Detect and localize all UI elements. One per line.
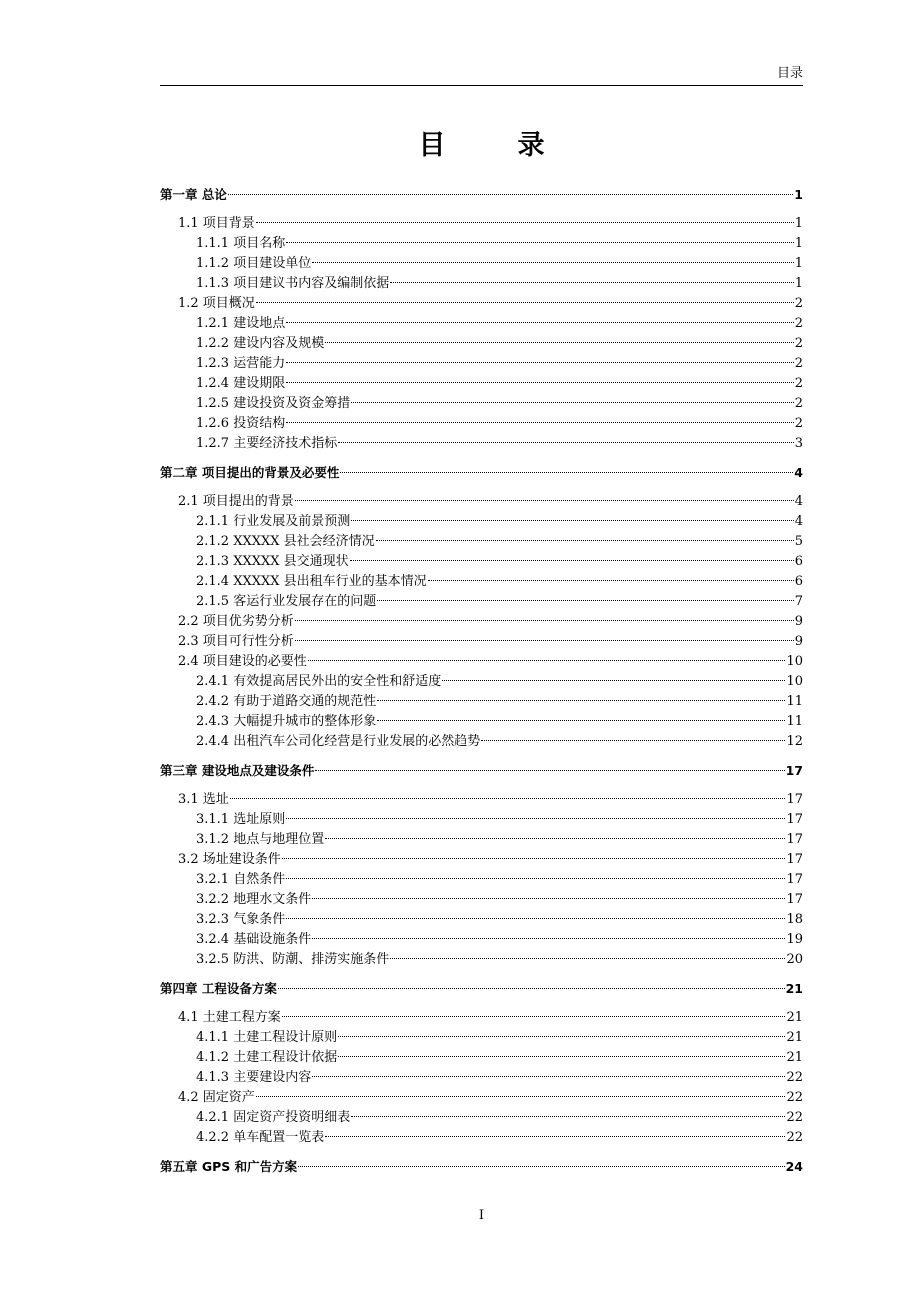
toc-dot-leader: [286, 322, 794, 323]
toc-entry-label: 1.2.7 主要经济技术指标: [196, 436, 338, 451]
toc-entry[interactable]: [160, 890, 803, 910]
toc-entry-label: 2.1 项目提出的背景: [178, 494, 294, 509]
toc-dot-leader: [351, 520, 794, 521]
running-header: 目录: [776, 66, 803, 81]
toc-entry[interactable]: [160, 672, 803, 692]
toc-chapter-entry[interactable]: [160, 185, 803, 205]
toc-entry-label: 2.1.1 行业发展及前景预测: [196, 514, 351, 529]
toc-entry[interactable]: [160, 314, 803, 334]
toc-entry-page: 3: [794, 436, 803, 451]
toc-entry-label: 4.1 土建工程方案: [178, 1010, 281, 1025]
toc-dot-leader: [256, 1096, 786, 1097]
toc-entry-label: 4.1.1 土建工程设计原则: [196, 1030, 338, 1045]
toc-entry-page: 21: [786, 1030, 803, 1045]
toc-dot-leader: [286, 422, 794, 423]
toc-entry-page: 20: [786, 952, 803, 967]
toc-dot-leader: [338, 1056, 785, 1057]
toc-entry-label: 3.2.3 气象条件: [196, 912, 286, 927]
toc-dot-leader: [286, 918, 785, 919]
toc-entry[interactable]: [160, 394, 803, 414]
toc-entry-page: 19: [786, 932, 803, 947]
toc-entry-label: 3.2.5 防洪、防潮、排涝实施条件: [196, 952, 390, 967]
toc-entry[interactable]: [160, 790, 803, 810]
toc-dot-leader: [481, 740, 785, 741]
toc-dot-leader: [442, 680, 785, 681]
toc-entry-page: 21: [786, 1050, 803, 1065]
toc-entry-page: 5: [794, 534, 803, 549]
toc-entry-page: 11: [786, 714, 803, 729]
toc-entry-label: 3.1.2 地点与地理位置: [196, 832, 325, 847]
toc-dot-leader: [256, 222, 794, 223]
toc-entry[interactable]: [160, 1008, 803, 1028]
toc-entry[interactable]: [160, 374, 803, 394]
toc-entry-label: 4.1.2 土建工程设计依据: [196, 1050, 338, 1065]
toc-dot-leader: [325, 838, 785, 839]
toc-entry[interactable]: [160, 354, 803, 374]
title-char-2: 录: [517, 130, 545, 161]
toc-dot-leader: [315, 770, 784, 771]
title-char-1: 目: [418, 130, 446, 161]
toc-entry-label: 4.2 固定资产: [178, 1090, 255, 1105]
toc-dot-leader: [286, 878, 785, 879]
toc-entry-label: 1.1.3 项目建议书内容及编制依据: [196, 276, 390, 291]
toc-dot-leader: [282, 858, 786, 859]
toc-entry[interactable]: [160, 274, 803, 294]
toc-entry-label: 1.1.2 项目建设单位: [196, 256, 312, 271]
toc-entry-page: 18: [786, 912, 803, 927]
toc-entry-label: 第三章 建设地点及建设条件: [160, 763, 315, 778]
toc-entry-label: 3.2.4 基础设施条件: [196, 932, 312, 947]
toc-entry-page: 1: [794, 216, 803, 231]
toc-dot-leader: [376, 540, 794, 541]
toc-entry[interactable]: [160, 1128, 803, 1148]
toc-entry-page: 22: [786, 1110, 803, 1125]
toc-chapter-entry[interactable]: [160, 1157, 803, 1177]
toc-entry-label: 2.4.1 有效提高居民外出的安全性和舒适度: [196, 674, 442, 689]
toc-dot-leader: [286, 382, 794, 383]
toc-dot-leader: [428, 580, 794, 581]
toc-entry-page: 9: [794, 634, 803, 649]
toc-entry-label: 3.1 选址: [178, 792, 229, 807]
toc-dot-leader: [286, 818, 785, 819]
toc-dot-leader: [308, 660, 786, 661]
toc-dot-leader: [230, 798, 786, 799]
toc-entry-label: 2.4.2 有助于道路交通的规范性: [196, 694, 377, 709]
toc-dot-leader: [295, 500, 794, 501]
toc-entry[interactable]: [160, 214, 803, 234]
page-title: [160, 128, 803, 164]
header-rule: [160, 85, 803, 86]
toc-entry-label: 3.2.1 自然条件: [196, 872, 286, 887]
toc-entry-label: 2.4 项目建设的必要性: [178, 654, 307, 669]
table-of-contents: [160, 185, 803, 1186]
toc-dot-leader: [350, 560, 794, 561]
toc-dot-leader: [312, 938, 785, 939]
toc-entry-page: 22: [786, 1070, 803, 1085]
toc-entry-label: 2.2 项目优劣势分析: [178, 614, 294, 629]
toc-entry-page: 21: [786, 1010, 803, 1025]
toc-entry[interactable]: [160, 850, 803, 870]
toc-entry-label: 第二章 项目提出的背景及必要性: [160, 465, 340, 480]
page-number: I: [478, 1208, 485, 1223]
toc-entry[interactable]: [160, 712, 803, 732]
toc-entry[interactable]: [160, 414, 803, 434]
toc-entry[interactable]: [160, 1088, 803, 1108]
toc-entry-page: 2: [794, 376, 803, 391]
toc-entry[interactable]: [160, 830, 803, 850]
toc-entry-page: 10: [786, 674, 803, 689]
toc-entry[interactable]: [160, 732, 803, 752]
toc-entry[interactable]: [160, 334, 803, 354]
toc-dot-leader: [228, 194, 793, 195]
toc-entry[interactable]: [160, 532, 803, 552]
toc-entry-page: 12: [786, 734, 803, 749]
toc-dot-leader: [286, 362, 794, 363]
toc-chapter-entry[interactable]: [160, 463, 803, 483]
toc-dot-leader: [390, 958, 785, 959]
toc-dot-leader: [377, 600, 794, 601]
toc-entry-page: 2: [794, 296, 803, 311]
toc-dot-leader: [278, 988, 785, 989]
toc-entry-label: 1.2.1 建设地点: [196, 316, 286, 331]
toc-entry-page: 2: [794, 356, 803, 371]
toc-entry-page: 17: [786, 872, 803, 887]
toc-entry-label: 1.2 项目概况: [178, 296, 255, 311]
toc-entry[interactable]: [160, 652, 803, 672]
toc-entry-page: 22: [786, 1090, 803, 1105]
toc-entry-label: 1.2.4 建设期限: [196, 376, 286, 391]
toc-entry-label: 3.2 场址建设条件: [178, 852, 281, 867]
toc-entry-page: 21: [785, 981, 803, 996]
toc-entry-label: 2.4.4 出租汽车公司化经营是行业发展的必然趋势: [196, 734, 481, 749]
toc-entry[interactable]: [160, 512, 803, 532]
toc-entry[interactable]: [160, 870, 803, 890]
toc-entry-page: 2: [794, 336, 803, 351]
toc-dot-leader: [351, 1116, 785, 1117]
toc-entry[interactable]: [160, 552, 803, 572]
toc-entry-page: 4: [794, 465, 803, 480]
toc-dot-leader: [338, 1036, 785, 1037]
toc-entry-label: 1.1.1 项目名称: [196, 236, 286, 251]
toc-entry[interactable]: [160, 1068, 803, 1088]
toc-entry-page: 1: [794, 236, 803, 251]
toc-entry-label: 第五章 GPS 和广告方案: [160, 1159, 298, 1174]
toc-chapter-entry[interactable]: [160, 761, 803, 781]
toc-entry-label: 1.2.3 运营能力: [196, 356, 286, 371]
toc-entry-label: 2.1.5 客运行业发展存在的问题: [196, 594, 377, 609]
toc-entry-page: 17: [786, 832, 803, 847]
toc-dot-leader: [298, 1166, 784, 1167]
toc-entry-label: 第四章 工程设备方案: [160, 981, 277, 996]
toc-entry-label: 2.4.3 大幅提升城市的整体形象: [196, 714, 377, 729]
toc-entry-label: 1.1 项目背景: [178, 216, 255, 231]
toc-dot-leader: [325, 1136, 785, 1137]
toc-entry-label: 4.2.2 单车配置一览表: [196, 1130, 325, 1145]
toc-entry-page: 17: [786, 812, 803, 827]
toc-dot-leader: [295, 640, 794, 641]
toc-entry-page: 1: [794, 256, 803, 271]
toc-entry-page: 17: [786, 892, 803, 907]
toc-dot-leader: [282, 1016, 786, 1017]
toc-entry[interactable]: [160, 434, 803, 454]
toc-chapter-entry[interactable]: [160, 979, 803, 999]
toc-entry-page: 9: [794, 614, 803, 629]
toc-dot-leader: [286, 242, 794, 243]
toc-dot-leader: [377, 720, 785, 721]
toc-entry-page: 22: [786, 1130, 803, 1145]
toc-entry[interactable]: [160, 910, 803, 930]
toc-entry[interactable]: [160, 1028, 803, 1048]
toc-entry-label: 3.2.2 地理水文条件: [196, 892, 312, 907]
toc-entry-page: 2: [794, 416, 803, 431]
toc-dot-leader: [325, 342, 794, 343]
toc-dot-leader: [377, 700, 785, 701]
toc-dot-leader: [390, 282, 794, 283]
toc-entry[interactable]: [160, 234, 803, 254]
toc-entry[interactable]: [160, 632, 803, 652]
toc-entry-label: 1.2.2 建设内容及规模: [196, 336, 325, 351]
toc-entry[interactable]: [160, 572, 803, 592]
toc-entry-label: 2.1.3 XXXXX 县交通现状: [196, 554, 349, 569]
toc-entry-label: 2.3 项目可行性分析: [178, 634, 294, 649]
toc-entry[interactable]: [160, 930, 803, 950]
toc-entry-label: 1.2.5 建设投资及资金筹措: [196, 396, 351, 411]
toc-entry[interactable]: [160, 592, 803, 612]
toc-entry-page: 4: [794, 494, 803, 509]
toc-dot-leader: [338, 442, 794, 443]
toc-entry-page: 17: [786, 852, 803, 867]
toc-entry-label: 3.1.1 选址原则: [196, 812, 286, 827]
toc-dot-leader: [340, 472, 793, 473]
toc-entry-label: 1.2.6 投资结构: [196, 416, 286, 431]
toc-entry-page: 10: [786, 654, 803, 669]
toc-dot-leader: [295, 620, 794, 621]
toc-entry-page: 7: [794, 594, 803, 609]
toc-entry-label: 2.1.4 XXXXX 县出租车行业的基本情况: [196, 574, 427, 589]
toc-entry[interactable]: [160, 950, 803, 970]
toc-entry-page: 2: [794, 316, 803, 331]
toc-entry-label: 第一章 总论: [160, 187, 227, 202]
toc-entry-page: 17: [785, 763, 803, 778]
toc-dot-leader: [312, 1076, 785, 1077]
toc-entry[interactable]: [160, 254, 803, 274]
toc-dot-leader: [351, 402, 794, 403]
toc-entry[interactable]: [160, 612, 803, 632]
toc-entry[interactable]: [160, 1048, 803, 1068]
toc-entry-page: 1: [794, 187, 803, 202]
toc-entry[interactable]: [160, 294, 803, 314]
toc-entry-page: 4: [794, 514, 803, 529]
toc-dot-leader: [312, 898, 785, 899]
toc-entry-page: 24: [785, 1159, 803, 1174]
toc-entry-label: 4.1.3 主要建设内容: [196, 1070, 312, 1085]
toc-entry-page: 2: [794, 396, 803, 411]
toc-entry-page: 6: [794, 574, 803, 589]
toc-entry-label: 4.2.1 固定资产投资明细表: [196, 1110, 351, 1125]
toc-entry-label: 2.1.2 XXXXX 县社会经济情况: [196, 534, 375, 549]
toc-entry[interactable]: [160, 1108, 803, 1128]
toc-entry[interactable]: [160, 810, 803, 830]
toc-entry[interactable]: [160, 492, 803, 512]
toc-dot-leader: [256, 302, 794, 303]
toc-entry-page: 17: [786, 792, 803, 807]
toc-entry-page: 11: [786, 694, 803, 709]
toc-entry[interactable]: [160, 692, 803, 712]
toc-dot-leader: [312, 262, 794, 263]
toc-entry-page: 6: [794, 554, 803, 569]
toc-entry-page: 1: [794, 276, 803, 291]
